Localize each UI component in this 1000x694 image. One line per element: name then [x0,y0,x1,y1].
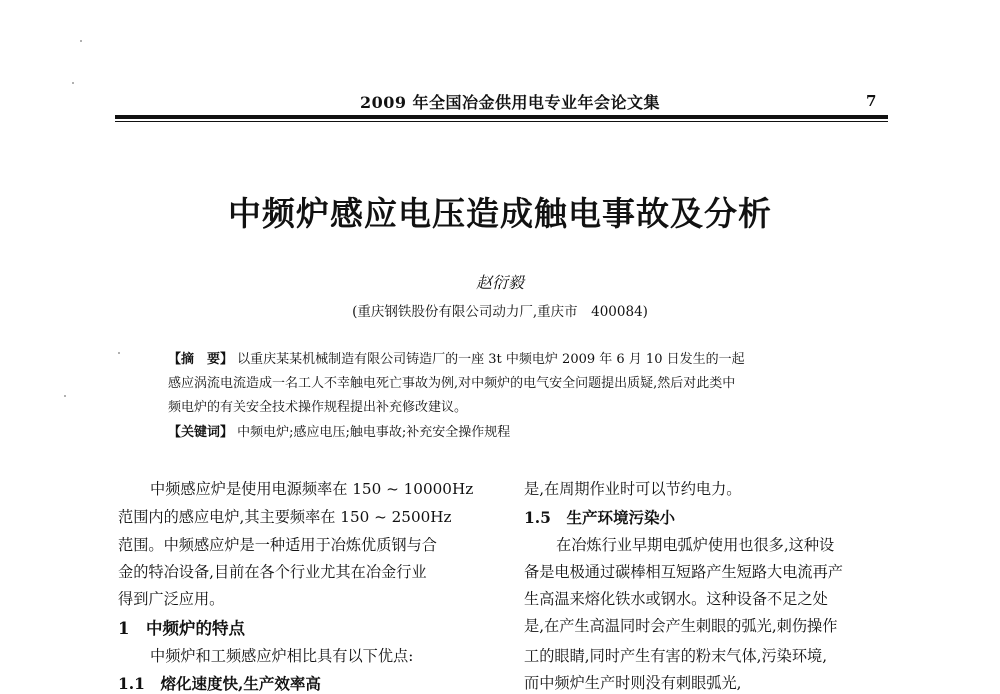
body-paragraph-line: 是,在周期作业时可以节约电力。 [524,480,742,498]
abstract-line: 感应涡流电流造成一名工人不幸触电死亡事故为例,对中频炉的电气安全问题提出质疑,然后对此类中 [168,376,736,391]
body-paragraph-line: 生高温来熔化铁水或钢水。这种设备不足之处 [524,590,828,608]
abstract-label: 【摘 要】 [168,352,234,367]
keywords-label: 【关键词】 [168,425,234,440]
scan-speck [118,352,120,354]
header-rule-thin [115,121,888,122]
body-paragraph-line: 而中频炉生产时则没有刺眼弧光, [524,674,742,692]
body-paragraph-line: 金的特冶设备,目前在各个行业尤其在冶金行业 [118,563,427,581]
body-paragraph-line: 工的眼睛,同时产生有害的粉末气体,污染环境, [524,647,828,665]
page-number: 7 [866,92,877,110]
body-paragraph-line: 范围。中频感应炉是一种适用于冶炼优质钢与合 [118,536,437,554]
body-paragraph-line: 备是电极通过碳棒相互短路产生短路大电流再产 [524,563,843,581]
running-title: 2009 年全国冶金供用电专业年会论文集 [359,93,661,112]
body-paragraph-line: 得到广泛应用。 [118,590,225,608]
body-paragraph-line: 中频炉和工频感应炉相比具有以下优点: [150,647,414,665]
subsection-heading: 1.5 生产环境污染小 [524,508,675,527]
scan-speck [72,82,74,84]
author-name: 赵衍毅 [475,273,524,292]
scan-speck [80,40,82,42]
abstract-text: 以重庆某某机械制造有限公司铸造厂的一座 3t 中频电炉 2009 年 6 月 10 日发生的一起 [237,352,745,367]
body-paragraph-line: 范围内的感应电炉,其主要频率在 150 ~ 2500Hz [118,508,452,526]
body-paragraph-line: 中频感应炉是使用电源频率在 150 ~ 10000Hz [150,480,474,498]
author-affiliation: (重庆钢铁股份有限公司动力厂,重庆市 400084) [352,304,648,320]
abstract-line: 频电炉的有关安全技术操作规程提出补充修改建议。 [168,400,468,415]
section-heading: 1 中频炉的特点 [118,619,245,638]
scan-speck [64,395,66,397]
keywords-text: 中频电炉;感应电压;触电事故;补充安全操作规程 [237,425,511,440]
article-title: 中频炉感应电压造成触电事故及分析 [228,194,772,233]
header-rule-thick [115,115,888,119]
keywords-line [168,421,848,440]
abstract-line [168,348,848,367]
body-paragraph-line: 是,在产生高温同时会产生刺眼的弧光,刺伤操作 [524,617,838,635]
body-paragraph-line: 在冶炼行业早期电弧炉使用也很多,这种设 [556,536,835,554]
subsection-heading: 1.1 熔化速度快,生产效率高 [118,674,321,693]
